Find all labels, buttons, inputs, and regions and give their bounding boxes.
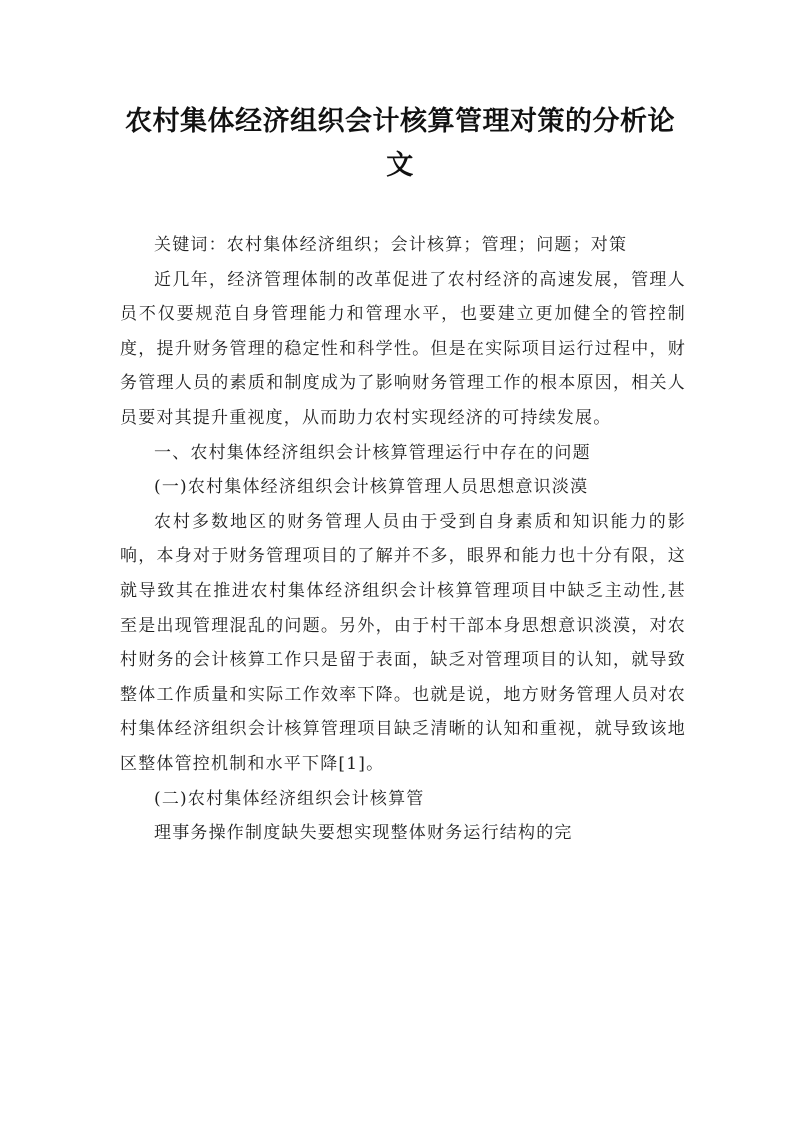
section-heading-1: 一、农村集体经济组织会计核算管理运行中存在的问题 [154,442,591,463]
keywords-paragraph: 关键词：农村集体经济组织；会计核算；管理；问题；对策 [154,235,628,255]
intro-paragraph: 近几年，经济管理体制的改革促进了农村经济的高速发展，管理人员不仅要规范自身管理能力和管理水平，也要建立更加健全的管控制度，提升财务管理的稳定性和科学性。但是在实际项目运行过程中，财务管理人员的素质和制度成为了影响财务管理工作的根本原因，相关人员要对其提升重视度，从而助力农村实现经济的可持续发展。 [120,269,686,428]
document-body [120,228,686,851]
body-paragraph-1: 农村多数地区的财务管理人员由于受到自身素质和知识能力的影响，本身对于财务管理项目的了解并不多，眼界和能力也十分有限，这就导致其在推进农村集体经济组织会计核算管理项目中缺乏主动性,甚至是出现管理混乱的问题。另外，由于村干部本身思想意识淡漠，对农村财务的会计核算工作只是留于表面，缺乏对管理项目的认知，就导致整体工作质量和实际工作效率下降。也就是说，地方财务管理人员对农村集体经济组织会计核算管理项目缺乏清晰的认知和重视，就导致该地区整体管控机制和水平下降[1]。 [120,511,686,774]
body-paragraph-2: 理事务操作制度缺失要想实现整体财务运行结构的完 [154,823,573,844]
subsection-heading-1: (一)农村集体经济组织会计核算管理人员思想意识淡漠 [154,477,589,498]
subsection-heading-2: (二)农村集体经济组织会计核算管 [154,788,425,809]
document-title: 农村集体经济组织会计核算管理对策的分析论文 [125,106,675,181]
